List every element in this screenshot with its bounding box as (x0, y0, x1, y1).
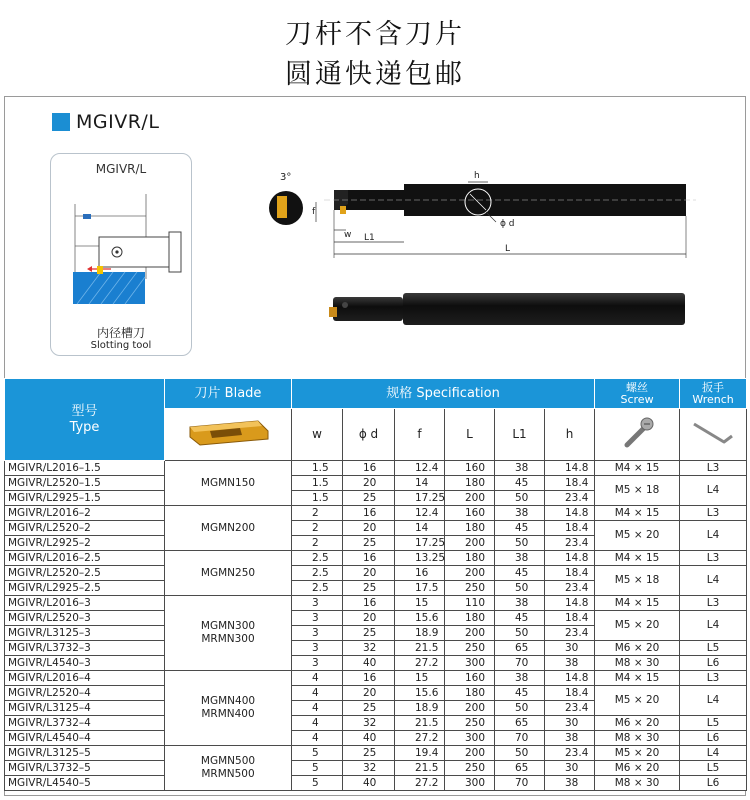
table-row (5, 776, 747, 791)
cell-l: 180 (445, 551, 495, 566)
cell-model: MGIVR/L4540–3 (5, 656, 165, 671)
cell-f: 12.4 (395, 506, 445, 521)
cell-model: MGIVR/L2925–2.5 (5, 581, 165, 596)
cell-h: 23.4 (545, 536, 595, 551)
cell-l: 180 (445, 611, 495, 626)
cell-model: MGIVR/L3125–3 (5, 626, 165, 641)
cell-f: 18.9 (395, 626, 445, 641)
table-row (5, 731, 747, 746)
cell-d: 40 (343, 731, 395, 746)
cell-f: 21.5 (395, 641, 445, 656)
th-col-d: ϕ d (343, 409, 395, 461)
cell-d: 20 (343, 476, 395, 491)
cell-h: 14.8 (545, 551, 595, 566)
cell-screw: M5 × 18 (595, 566, 680, 596)
cell-w: 4 (292, 671, 343, 686)
table-row (5, 611, 747, 626)
screw-icon (617, 413, 657, 453)
cell-l1: 50 (495, 491, 545, 506)
cell-l1: 65 (495, 641, 545, 656)
cell-l1: 70 (495, 656, 545, 671)
cell-w: 2 (292, 521, 343, 536)
cell-screw: M4 × 15 (595, 551, 680, 566)
cell-h: 23.4 (545, 701, 595, 716)
cell-w: 4 (292, 701, 343, 716)
cell-wrench: L3 (680, 551, 747, 566)
table-row (5, 551, 747, 566)
cell-wrench: L6 (680, 656, 747, 671)
cell-model: MGIVR/L3732–3 (5, 641, 165, 656)
cell-model: MGIVR/L2925–1.5 (5, 491, 165, 506)
cell-l1: 45 (495, 521, 545, 536)
cell-f: 13.25 (395, 551, 445, 566)
cell-w: 5 (292, 746, 343, 761)
cell-l: 200 (445, 746, 495, 761)
blade-name: MRMN300 (201, 633, 255, 645)
cell-h: 14.8 (545, 671, 595, 686)
cell-wrench: L4 (680, 476, 747, 506)
cell-model: MGIVR/L2520–1.5 (5, 476, 165, 491)
cell-wrench: L5 (680, 716, 747, 731)
cell-f: 16 (395, 566, 445, 581)
cell-l: 160 (445, 671, 495, 686)
th-wrench-cn: 扳手 (702, 380, 725, 394)
cell-model: MGIVR/L3732–4 (5, 716, 165, 731)
cell-l: 180 (445, 476, 495, 491)
cell-d: 25 (343, 746, 395, 761)
cell-l1: 50 (495, 581, 545, 596)
cell-f: 14 (395, 476, 445, 491)
table-row (5, 671, 747, 686)
cell-l1: 45 (495, 611, 545, 626)
cell-wrench: L4 (680, 566, 747, 596)
cell-l1: 65 (495, 761, 545, 776)
slotting-diagram (51, 154, 192, 324)
cell-screw: M4 × 15 (595, 506, 680, 521)
cell-wrench: L3 (680, 596, 747, 611)
header-line-1: 刀杆不含刀片 (285, 19, 465, 50)
cell-d: 25 (343, 491, 395, 506)
cell-l: 200 (445, 701, 495, 716)
cell-l1: 45 (495, 476, 545, 491)
blade-name: MGMN200 (200, 521, 256, 534)
cell-f: 21.5 (395, 761, 445, 776)
cell-d: 16 (343, 551, 395, 566)
cell-wrench: L4 (680, 746, 747, 761)
cell-blade (165, 671, 292, 746)
cell-screw: M8 × 30 (595, 731, 680, 746)
cell-screw: M6 × 20 (595, 761, 680, 776)
cell-l1: 38 (495, 551, 545, 566)
cell-l: 180 (445, 521, 495, 536)
cell-f: 17.25 (395, 536, 445, 551)
header-line-2: 圆通快递包邮 (285, 59, 465, 90)
cell-f: 18.9 (395, 701, 445, 716)
cell-l1: 38 (495, 506, 545, 521)
th-model-cn: 型号 (71, 403, 98, 419)
cell-f: 27.2 (395, 776, 445, 791)
cell-model: MGIVR/L2016–2.5 (5, 551, 165, 566)
cell-l1: 65 (495, 716, 545, 731)
th-spec: 规格 Specification (292, 379, 595, 409)
wrench-icon (690, 416, 736, 450)
screw-image (595, 409, 680, 461)
cell-d: 20 (343, 521, 395, 536)
cell-model: MGIVR/L3732–5 (5, 761, 165, 776)
cell-h: 18.4 (545, 566, 595, 581)
cell-l: 250 (445, 761, 495, 776)
tool-photo (325, 285, 690, 335)
cell-d: 20 (343, 566, 395, 581)
blade-name: MGMN300 (200, 620, 256, 632)
th-screw (595, 379, 680, 409)
cell-w: 1.5 (292, 461, 343, 476)
cell-blade (165, 746, 292, 791)
d-label: ϕ d (500, 219, 515, 229)
cell-l1: 45 (495, 566, 545, 581)
cell-screw: M5 × 18 (595, 476, 680, 506)
cell-wrench: L3 (680, 671, 747, 686)
cell-f: 15 (395, 596, 445, 611)
cell-h: 30 (545, 761, 595, 776)
table-row (5, 686, 747, 701)
th-col-h: h (545, 409, 595, 461)
tool-technical-drawing (260, 160, 700, 260)
cell-l1: 50 (495, 746, 545, 761)
cell-w: 1.5 (292, 491, 343, 506)
cell-d: 40 (343, 656, 395, 671)
cell-model: MGIVR/L2925–2 (5, 536, 165, 551)
cell-wrench: L4 (680, 611, 747, 641)
cell-l1: 45 (495, 686, 545, 701)
wrench-image (680, 409, 747, 461)
cell-screw: M4 × 15 (595, 596, 680, 611)
cell-l1: 70 (495, 776, 545, 791)
cell-screw: M8 × 30 (595, 656, 680, 671)
table-row (5, 566, 747, 581)
cell-l: 160 (445, 506, 495, 521)
cell-d: 32 (343, 641, 395, 656)
cell-h: 18.4 (545, 521, 595, 536)
cell-d: 16 (343, 596, 395, 611)
cell-screw: M4 × 15 (595, 671, 680, 686)
cell-w: 3 (292, 641, 343, 656)
cell-f: 27.2 (395, 731, 445, 746)
cell-w: 4 (292, 716, 343, 731)
cell-model: MGIVR/L2520–2 (5, 521, 165, 536)
cell-h: 38 (545, 776, 595, 791)
model-title-text: MGIVR/L (76, 111, 160, 133)
cell-h: 18.4 (545, 611, 595, 626)
cell-d: 16 (343, 461, 395, 476)
cell-w: 3 (292, 656, 343, 671)
cell-w: 5 (292, 761, 343, 776)
cell-h: 18.4 (545, 476, 595, 491)
cell-w: 4 (292, 686, 343, 701)
cell-d: 20 (343, 686, 395, 701)
cell-screw: M6 × 20 (595, 716, 680, 731)
card-caption-cn: 内径槽刀 (96, 326, 145, 340)
cell-f: 19.4 (395, 746, 445, 761)
cell-w: 5 (292, 776, 343, 791)
cell-l: 250 (445, 581, 495, 596)
table-row (5, 596, 747, 611)
cell-screw: M5 × 20 (595, 521, 680, 551)
cell-wrench: L3 (680, 506, 747, 521)
cell-model: MGIVR/L2520–4 (5, 686, 165, 701)
cell-w: 1.5 (292, 476, 343, 491)
th-model (5, 379, 165, 461)
cell-h: 14.8 (545, 461, 595, 476)
cell-model: MGIVR/L4540–4 (5, 731, 165, 746)
cell-h: 23.4 (545, 491, 595, 506)
cell-d: 32 (343, 761, 395, 776)
cell-blade (165, 506, 292, 551)
cell-l: 200 (445, 536, 495, 551)
card-caption-en: Slotting tool (90, 340, 152, 351)
cell-l1: 50 (495, 536, 545, 551)
cell-h: 14.8 (545, 596, 595, 611)
cell-l: 200 (445, 491, 495, 506)
blade-image (165, 409, 292, 461)
table-row (5, 506, 747, 521)
cell-screw: M5 × 20 (595, 611, 680, 641)
cell-screw: M5 × 20 (595, 686, 680, 716)
cell-l1: 38 (495, 671, 545, 686)
blade-insert-icon (184, 417, 272, 449)
cell-wrench: L5 (680, 641, 747, 656)
th-col-f: f (395, 409, 445, 461)
th-col-l1: L1 (495, 409, 545, 461)
cell-l: 300 (445, 776, 495, 791)
table-row (5, 746, 747, 761)
cell-l: 200 (445, 626, 495, 641)
cell-model: MGIVR/L2016–3 (5, 596, 165, 611)
cell-h: 30 (545, 641, 595, 656)
blade-name: MGMN250 (200, 566, 256, 579)
h-label: h (474, 171, 480, 181)
cell-f: 14 (395, 521, 445, 536)
cell-screw: M4 × 15 (595, 461, 680, 476)
blade-name: MGMN150 (200, 476, 256, 489)
cell-l1: 50 (495, 701, 545, 716)
cell-f: 21.5 (395, 716, 445, 731)
th-model-en: Type (69, 419, 100, 435)
th-blade: 刀片 Blade (165, 379, 292, 409)
table-row (5, 641, 747, 656)
cell-l: 200 (445, 566, 495, 581)
cell-wrench: L4 (680, 686, 747, 716)
cell-model: MGIVR/L2520–3 (5, 611, 165, 626)
table-row (5, 461, 747, 476)
cell-h: 14.8 (545, 506, 595, 521)
blade-name: MRMN400 (201, 708, 255, 720)
cell-screw: M5 × 20 (595, 746, 680, 761)
th-screw-en: Screw (620, 392, 654, 406)
table-row (5, 656, 747, 671)
cell-h: 38 (545, 731, 595, 746)
f-label: f (312, 207, 316, 217)
cell-l: 110 (445, 596, 495, 611)
th-wrench (680, 379, 747, 409)
cell-blade (165, 551, 292, 596)
cell-l1: 38 (495, 461, 545, 476)
cell-d: 16 (343, 671, 395, 686)
cell-d: 25 (343, 626, 395, 641)
cell-w: 3 (292, 596, 343, 611)
cell-h: 38 (545, 656, 595, 671)
table-row (5, 761, 747, 776)
cell-model: MGIVR/L2016–1.5 (5, 461, 165, 476)
cell-w: 2 (292, 506, 343, 521)
cell-model: MGIVR/L2520–2.5 (5, 566, 165, 581)
cell-l: 180 (445, 686, 495, 701)
blade-name: MGMN400 (200, 695, 256, 707)
th-col-l: L (445, 409, 495, 461)
cell-f: 17.5 (395, 581, 445, 596)
cell-d: 20 (343, 611, 395, 626)
blade-name: MGMN500 (200, 755, 256, 767)
cell-l: 160 (445, 461, 495, 476)
cell-h: 18.4 (545, 686, 595, 701)
cell-f: 12.4 (395, 461, 445, 476)
blue-square-icon (52, 113, 70, 131)
cell-f: 17.25 (395, 491, 445, 506)
cell-h: 23.4 (545, 581, 595, 596)
blade-name: MRMN500 (201, 768, 255, 780)
cell-d: 25 (343, 701, 395, 716)
cell-blade (165, 596, 292, 671)
table-row (5, 521, 747, 536)
cell-w: 3 (292, 611, 343, 626)
cell-wrench: L6 (680, 731, 747, 746)
cell-l: 250 (445, 716, 495, 731)
th-wrench-en: Wrench (692, 392, 734, 406)
table-row (5, 476, 747, 491)
cell-l1: 38 (495, 596, 545, 611)
cell-model: MGIVR/L3125–4 (5, 701, 165, 716)
cell-model: MGIVR/L2016–2 (5, 506, 165, 521)
cell-model: MGIVR/L3125–5 (5, 746, 165, 761)
cell-f: 27.2 (395, 656, 445, 671)
cell-l1: 50 (495, 626, 545, 641)
cell-wrench: L3 (680, 461, 747, 476)
cell-screw: M8 × 30 (595, 776, 680, 791)
cell-w: 2.5 (292, 566, 343, 581)
cell-model: MGIVR/L2016–4 (5, 671, 165, 686)
spec-table (4, 378, 747, 791)
cell-w: 4 (292, 731, 343, 746)
cell-h: 30 (545, 716, 595, 731)
cell-l: 300 (445, 656, 495, 671)
cell-h: 23.4 (545, 746, 595, 761)
cell-wrench: L6 (680, 776, 747, 791)
cell-wrench: L4 (680, 521, 747, 551)
cell-h: 23.4 (545, 626, 595, 641)
l-label: L (505, 244, 511, 254)
cell-d: 25 (343, 581, 395, 596)
l1-label: L1 (364, 233, 375, 243)
cell-w: 2.5 (292, 581, 343, 596)
cell-d: 32 (343, 716, 395, 731)
cell-d: 16 (343, 506, 395, 521)
table-row (5, 716, 747, 731)
cell-wrench: L5 (680, 761, 747, 776)
cell-f: 15 (395, 671, 445, 686)
cell-d: 40 (343, 776, 395, 791)
cell-blade (165, 461, 292, 506)
cell-w: 2 (292, 536, 343, 551)
cell-screw: M6 × 20 (595, 641, 680, 656)
cell-l: 300 (445, 731, 495, 746)
spec-body (5, 461, 747, 791)
application-card (50, 153, 192, 356)
cell-l: 250 (445, 641, 495, 656)
model-title (52, 110, 159, 134)
card-title: MGIVR/L (95, 162, 147, 176)
th-col-w: w (292, 409, 343, 461)
cell-l1: 70 (495, 731, 545, 746)
angle-label: 3° (280, 172, 292, 183)
w-label: w (344, 230, 352, 240)
th-screw-cn: 螺丝 (626, 380, 649, 394)
cell-w: 3 (292, 626, 343, 641)
cell-model: MGIVR/L4540–5 (5, 776, 165, 791)
cell-w: 2.5 (292, 551, 343, 566)
cell-d: 25 (343, 536, 395, 551)
cell-f: 15.6 (395, 611, 445, 626)
cell-f: 15.6 (395, 686, 445, 701)
